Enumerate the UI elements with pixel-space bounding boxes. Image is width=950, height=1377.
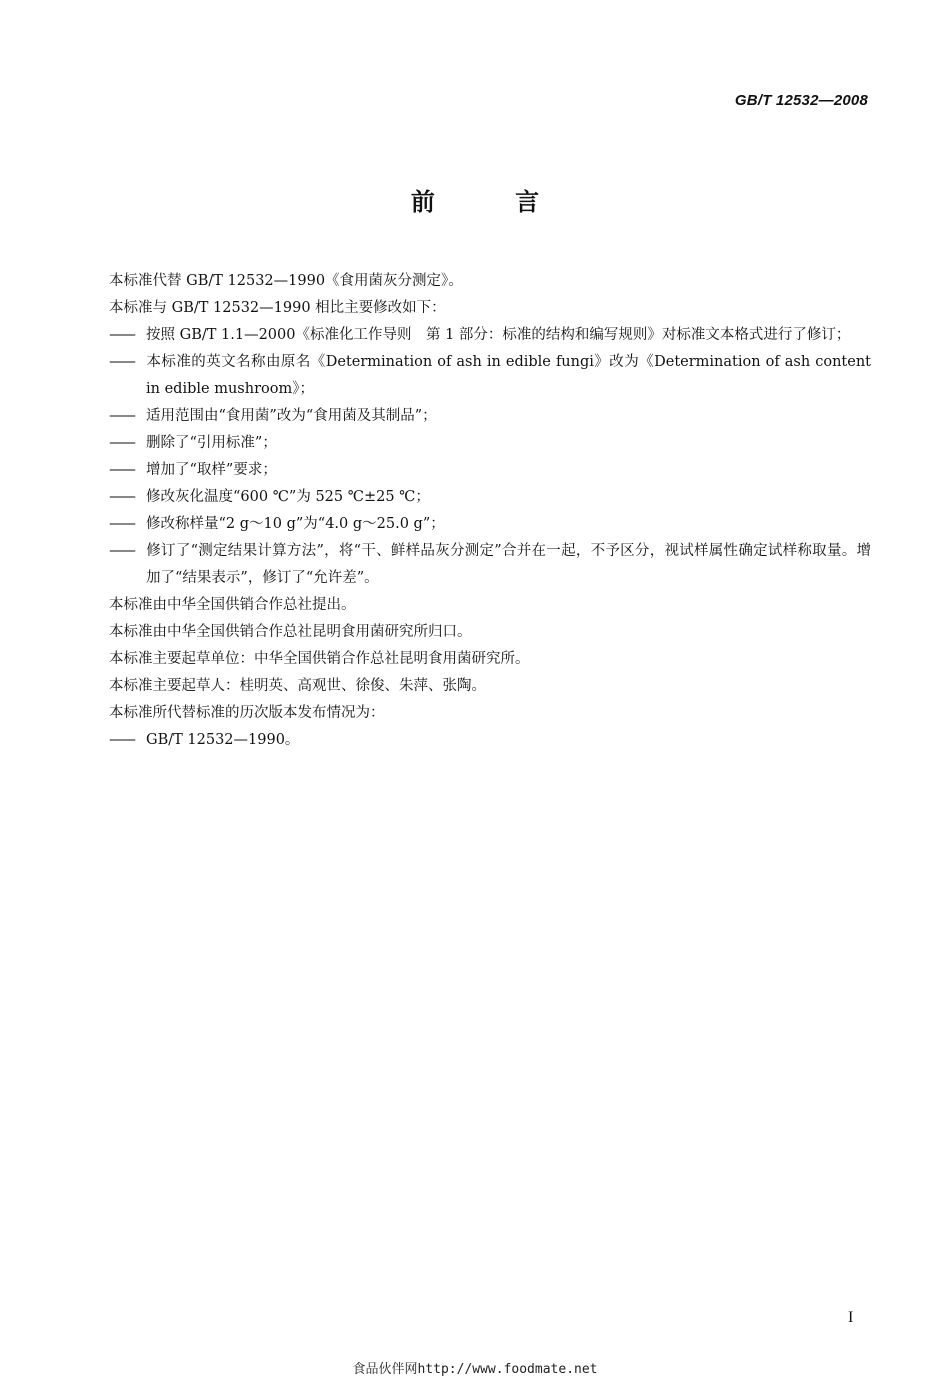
change-item-text: 修改灰化温度“600 ℃”为 525 ℃±25 ℃； xyxy=(146,489,430,505)
change-item-text: 适用范围由“食用菌”改为“食用菌及其制品”； xyxy=(146,408,437,424)
history-item-text: GB/T 12532—1990。 xyxy=(146,732,300,748)
change-item xyxy=(109,322,871,349)
paragraph-replaces: 本标准代替 GB/T 12532—1990《食用菌灰分测定》。 xyxy=(109,273,463,289)
paragraph-drafters: 本标准主要起草人：桂明英、高观世、徐俊、朱萍、张陶。 xyxy=(109,678,486,694)
change-item xyxy=(109,430,871,457)
change-item-text: 修改称样量“2 g～10 g”为“4.0 g～25.0 g”； xyxy=(146,516,445,532)
dash-marker: —— xyxy=(109,435,134,451)
dash-marker: —— xyxy=(109,732,134,748)
change-item-text: 增加了“取样”要求； xyxy=(146,462,277,478)
dash-marker: —— xyxy=(109,516,134,532)
change-item-text: 按照 GB/T 1.1—2000《标准化工作导则 第 1 部分：标准的结构和编写规则》对标准文本格式进行了修订； xyxy=(146,327,851,343)
change-item xyxy=(109,511,871,538)
change-item xyxy=(109,403,871,430)
change-item xyxy=(109,457,871,484)
change-item xyxy=(109,349,871,403)
dash-marker: —— xyxy=(109,543,134,559)
dash-marker: —— xyxy=(109,327,134,343)
dash-marker: —— xyxy=(109,462,134,478)
paragraph-changes-intro: 本标准与 GB/T 12532—1990 相比主要修改如下： xyxy=(109,300,446,316)
dash-marker: —— xyxy=(109,408,134,424)
history-item xyxy=(109,727,871,754)
standard-number: GB/T 12532—2008 xyxy=(734,92,868,109)
change-item-text: 修订了“测定结果计算方法”，将“干、鲜样品灰分测定”合并在一起，不予区分，视试样属性确定试样称取量。增加了“结果表示”，修订了“允许差”。 xyxy=(146,543,871,586)
document-body xyxy=(109,268,871,754)
paragraph-proposed-by: 本标准由中华全国供销合作总社提出。 xyxy=(109,597,356,613)
paragraph-history-intro: 本标准所代替标准的历次版本发布情况为： xyxy=(109,705,385,721)
change-item xyxy=(109,538,871,592)
footer-watermark: 食品伙伴网http://www.foodmate.net xyxy=(352,1362,598,1377)
page-number: I xyxy=(848,1309,854,1326)
paragraph-centralized-by: 本标准由中华全国供销合作总社昆明食用菌研究所归口。 xyxy=(109,624,472,640)
change-item-text: 删除了“引用标准”； xyxy=(146,435,277,451)
dash-marker: —— xyxy=(109,489,134,505)
dash-marker: —— xyxy=(109,354,134,370)
page-title: 前 言 xyxy=(410,188,576,216)
paragraph-drafting-unit: 本标准主要起草单位：中华全国供销合作总社昆明食用菌研究所。 xyxy=(109,651,530,667)
change-item xyxy=(109,484,871,511)
change-item-text: 本标准的英文名称由原名《Determination of ash in edible fungi》改为《Determination of ash content in edible mushroom》； xyxy=(146,354,871,397)
